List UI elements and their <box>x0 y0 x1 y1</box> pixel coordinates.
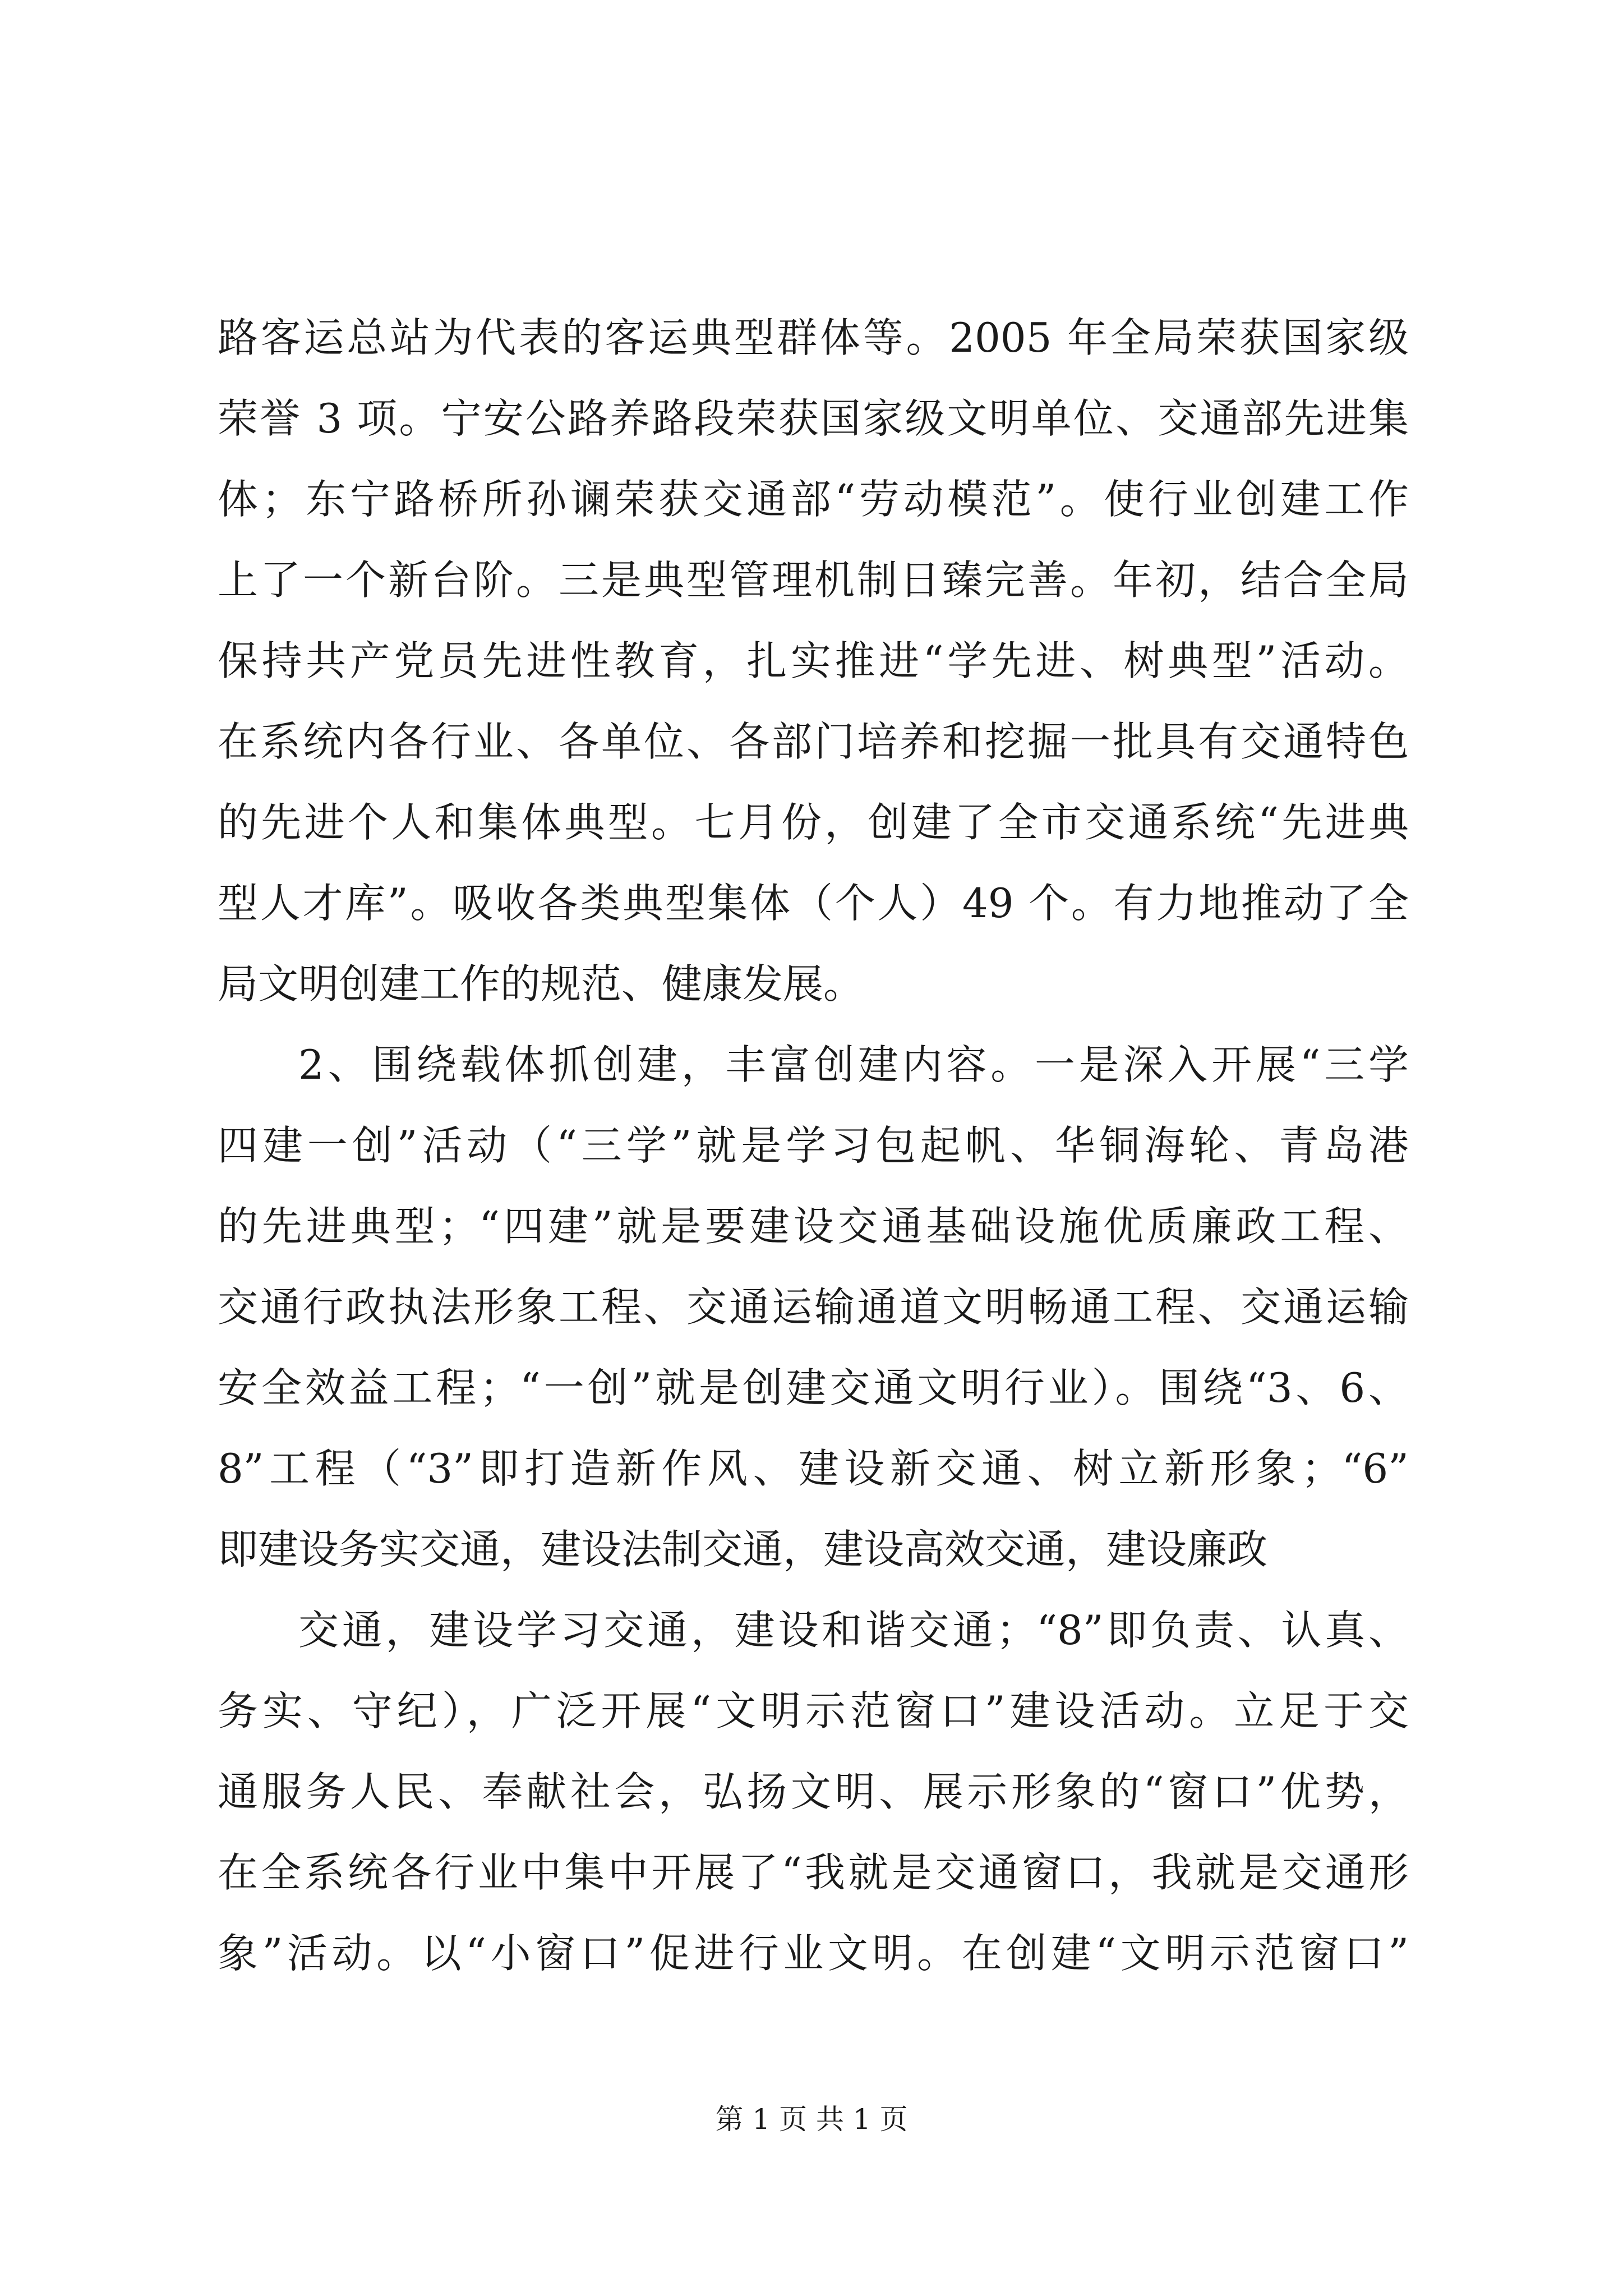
body-line: 8”工程（“3”即打造新作风、建设新交通、树立新形象；“6” <box>218 1445 1409 1492</box>
body-line: 路客运总站为代表的客运典型群体等。2005 年全局荣获国家级 <box>218 314 1409 361</box>
body-line: 的先进典型；“四建”就是要建设交通基础设施优质廉政工程、 <box>218 1203 1409 1250</box>
paragraph-3 <box>218 1590 1409 1994</box>
body-line: 交通，建设学习交通，建设和谐交通；“8”即负责、认真、 <box>298 1607 1409 1654</box>
body-line: 交通行政执法形象工程、交通运输通道文明畅通工程、交通运输 <box>218 1283 1409 1331</box>
body-line: 在系统内各行业、各单位、各部门培养和挖掘一批具有交通特色 <box>218 718 1409 765</box>
page-number-label: 第 1 页 共 1 页 <box>715 2103 908 2136</box>
document-body <box>218 297 1409 1994</box>
body-line: 通服务人民、奉献社会，弘扬文明、展示形象的“窗口”优势， <box>218 1768 1409 1815</box>
body-line: 象”活动。以“小窗口”促进行业文明。在创建“文明示范窗口” <box>218 1930 1409 1977</box>
paragraph-1 <box>218 297 1409 1024</box>
body-line: 即建设务实交通，建设法制交通，建设高效交通，建设廉政 <box>218 1526 1268 1573</box>
body-line: 务实、守纪），广泛开展“文明示范窗口”建设活动。立足于交 <box>218 1687 1409 1734</box>
body-line: 上了一个新台阶。三是典型管理机制日臻完善。年初，结合全局 <box>218 556 1409 604</box>
paragraph-2 <box>218 1024 1409 1590</box>
body-line: 在全系统各行业中集中开展了“我就是交通窗口，我就是交通形 <box>218 1849 1409 1896</box>
body-line: 安全效益工程；“一创”就是创建交通文明行业）。围绕“3、6、 <box>218 1364 1409 1411</box>
body-line: 四建一创”活动（“三学”就是学习包起帆、华铜海轮、青岛港 <box>218 1122 1409 1169</box>
body-line: 型人才库”。吸收各类典型集体（个人）49 个。有力地推动了全 <box>218 880 1409 927</box>
body-line: 保持共产党员先进性教育，扎实推进“学先进、树典型”活动。 <box>218 637 1409 684</box>
body-line: 2、围绕载体抓创建，丰富创建内容。一是深入开展“三学 <box>298 1041 1409 1088</box>
body-line: 局文明创建工作的规范、健康发展。 <box>218 960 864 1007</box>
body-line: 的先进个人和集体典型。七月份，创建了全市交通系统“先进典 <box>218 799 1409 846</box>
body-line: 体；东宁路桥所孙谰荣获交通部“劳动模范”。使行业创建工作 <box>218 476 1409 523</box>
page-footer <box>0 2098 1623 2141</box>
body-line: 荣誉 3 项。宁安公路养路段荣获国家级文明单位、交通部先进集 <box>218 395 1409 442</box>
